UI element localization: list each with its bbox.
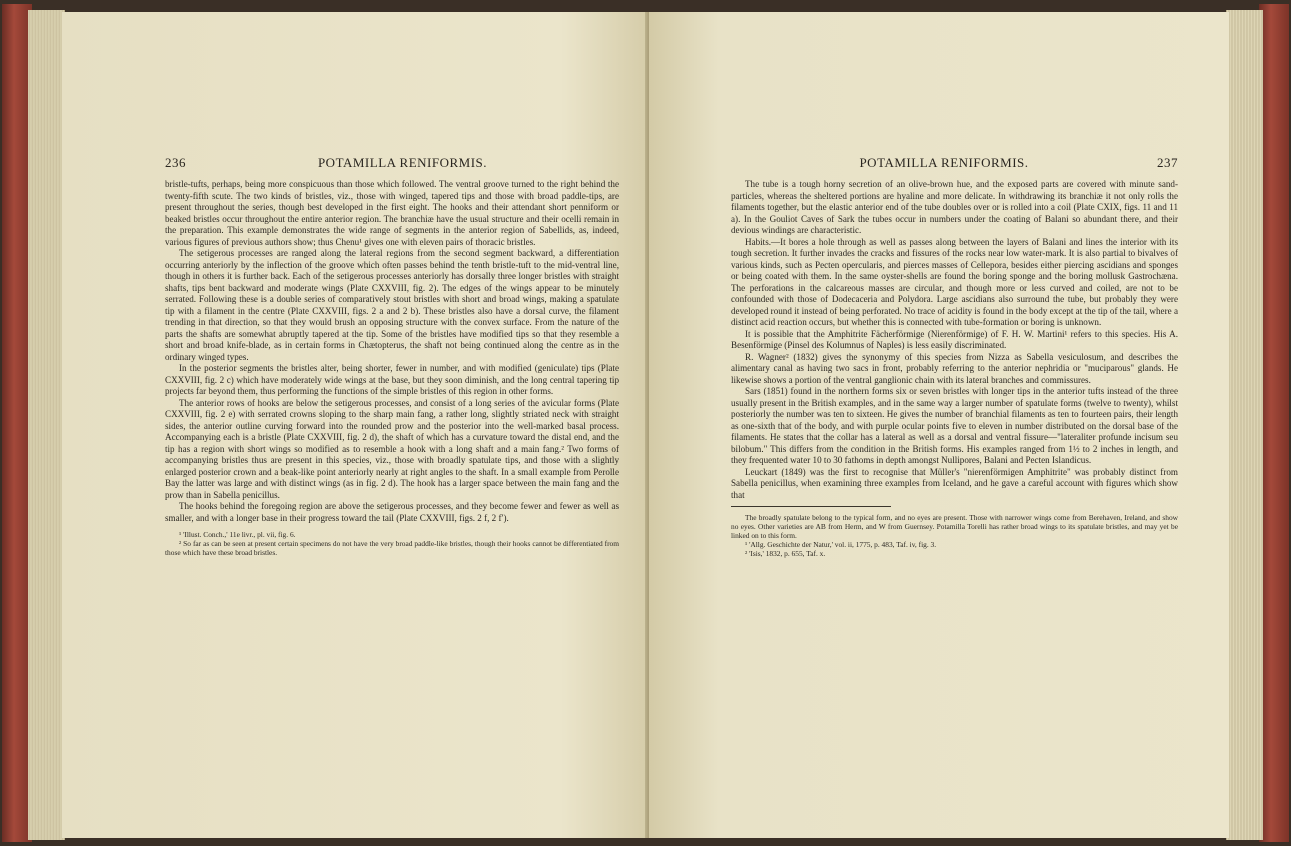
right-page-number: 237: [1157, 155, 1178, 170]
left-page-number: 236: [165, 155, 186, 170]
right-page: [649, 12, 1229, 838]
footnote-rule: [731, 506, 891, 507]
right-running-title: POTAMILLA RENIFORMIS.: [859, 155, 1029, 170]
right-footnote-1: ¹ 'Allg. Geschichte der Natur,' vol. ii, 1775, p. 483, Taf. iv, fig. 3.: [745, 540, 937, 549]
right-paragraph-3: It is possible that the Amphitrite Fächerförmige (Nierenförmige) of F. H. W. Martini¹ refers to this species. His A. Besenförmige (Pinsel des Kolumnus of Naples) is less easily discriminated.: [731, 328, 1178, 350]
left-body-text: [165, 179, 619, 524]
left-footnotes: [165, 530, 619, 557]
left-paragraph-4: The anterior rows of hooks are below the setigerous processes, and consist of a long series of the avicular forms (Plate CXXVIII, fig. 2 e) with serrated crowns sloping to the sharp main fang, a rather long, slightly striated neck with straight sides, the anterior outline curving forward into the rounded prow and the posterior into the well-marked basal process. Accompanying each is a bristle (Plate CXXVIII, fig. 2 d), the shaft of which has a curvature toward the distal end, and the tip has a region with short wings so modified as to resemble a hook with a long shaft and a main fang.² Two forms of accompanying bristles thus are present in this species, viz., those with broadly spatulate tips, and those with a slightly enlarged posterior crown and a beak-like point anteriorly nearly at right angles to the shaft. In a small example from Perolle Bay the latter was large and with distinct wings (as in fig. 2 d). The hook has a larger space between the main fang and the prow than in Sabella penicillus.: [165, 397, 619, 500]
left-page-header: [165, 155, 619, 173]
right-paragraph-2: Habits.—It bores a hole through as well as passes along between the layers of Balani and lines the interior with its tough secretion. It further invades the cracks and fissures of the rocks near low water-mark. It is also partial to bivalves of various kinds, such as Pecten opercularis, and pierces masses of Cellepora, besides either piercing ascidians and sponges or being coated with them. In the same oyster-shells are found the boring sponge and the boring mollusk Gastrochæna. The perforations in the calcareous masses are circular, and though more or less curved and coiled, are not to be confounded with those of Dodecaceria and Polydora. Large ascidians also surround the tube, but probably they were developed round it instead of being perforated. No trace of acidity is found in the body except at the tip of the tail, where a distinct acid reaction occurs, but whether this is connected with tube-formation or boring is unknown.: [731, 236, 1178, 327]
left-page: [62, 12, 649, 838]
page-stack-right: [1226, 10, 1263, 840]
right-footnotes: [731, 513, 1178, 558]
right-footnote-continued: The broadly spatulate belong to the typical form, and no eyes are present. Those with narrower wings come from Berehaven, Ireland, and show no eyes. Other varieties are AB from Herm, and W from Guernsey. Potamilla Torelli has rather broad wings to its spatulate bristles, and may yet be linked on to this form.: [731, 513, 1178, 540]
left-paragraph-2: The setigerous processes are ranged along the lateral regions from the second segment backward, a differentiation occurring anteriorly by the inflection of the groove which often passes behind the tenth bristle-tuft to the mid-ventral line, though in others it is further back. Each of the setigerous processes anteriorly has dorsally three longer bristles with straight shafts, tips bent backward and moderate wings (Plate CXXVIII, fig. 2). The edges of the wings appear to be minutely serrated. Following these is a double series of comparatively stout bristles with short and broad wings, making a spatulate tip with a filament in the centre (Plate CXXVIII, figs. 2 a and 2 b). These bristles also have a dorsal curve, the filament trending in that direction, so that they would brush an opposing structure with the convex surface. From the nature of the parts the shafts are somewhat abruptly tapered at the tip. Some of the bristles have modified tips so that they resemble a short and broad knife-blade, as in certain forms in Chætopterus, the shaft not being continued along the centre as in the ordinary winged types.: [165, 248, 619, 362]
right-paragraph-6: Leuckart (1849) was the first to recognise that Müller's "nierenförmigen Amphitrite" was probably distinct from Sabella penicillus, when examining three examples from Iceland, and he gave a careful account with figures which show that: [731, 466, 1178, 500]
left-footnote-2: ² So far as can be seen at present certain specimens do not have the very broad paddle-like bristles, though their hooks cannot be differentiated from those which have these broad bristles.: [165, 539, 619, 557]
left-running-title: POTAMILLA RENIFORMIS.: [317, 155, 488, 170]
left-footnote-1: ¹ 'Illust. Conch.,' 11e livr., pl. vii, fig. 6.: [179, 530, 296, 539]
left-paragraph-1: bristle-tufts, perhaps, being more conspicuous than those which followed. The ventral groove turned to the right behind the twenty-fifth scute. The two kinds of bristles, viz., those with winged, tapered tips and those with broad paddle-tips, are present throughout the series, though best developed in the first eight. The hooks and their attendant short penniform or beaked bristles occur throughout the entire anterior region. The branchiæ have the usual structure and their ocelli remain in the preparation. This example demonstrates the wide range of segments in the anterior region of Sabellids, as, indeed, various figures of previous authors show; thus Chenu¹ gives one with eleven pairs of thoracic bristles.: [165, 179, 619, 247]
right-body-text: [731, 179, 1178, 501]
right-paragraph-5: Sars (1851) found in the northern forms six or seven bristles with longer tips in the anterior tufts instead of the three usually present in the British examples, and in the same way a larger number of spatulate forms (twelve to twenty), whilst posteriorly the number was ten to sixteen. He gives the number of branchial filaments as ten to fourteen pairs, their length as one-sixth that of the body, and with purple ocular points five to eleven in number distributed on the dorsal base of the filaments. He states that the collar has a lateral as well as a dorsal and ventral fissure—"lateraliter profunde incisum seu bilobum." This differs from the condition in the British forms. His examples ranged from 1½ to 2 inches in length, and they frequented water 10 to 30 fathoms in depth amongst Nullipores, Balani and Pecten Islandicus.: [731, 386, 1178, 465]
left-paragraph-3: In the posterior segments the bristles alter, being shorter, fewer in number, and with modified (geniculate) tips (Plate CXXVIII, fig. 2 c) which have moderately wide wings at the base, but they soon diminish, and the long central tapering tip projects far beyond them, thus performing the functions of the simple bristles of this region in other forms.: [165, 363, 619, 396]
right-paragraph-1: The tube is a tough horny secretion of an olive-brown hue, and the exposed parts are covered with minute sand-particles, whereas the sheltered portions are hyaline and more delicate. In withdrawing its branchiæ it not only rolls the filaments together, but the elastic anterior end of the tube doubles over or is rolled into a coil (Plate CXIX, figs. 11 and 11 a). In the Gouliot Caves of Sark the tubes occur in numbers under the coating of Balani so abundant there, and their devious windings are characteristic.: [731, 179, 1178, 235]
right-paragraph-4: R. Wagner² (1832) gives the synonymy of this species from Nizza as Sabella vesiculosum, and describes the alimentary canal as having two sacs in front, probably referring to the anterior nephridia or "muciparous" glands. He likewise shows a portion of the ventral ganglionic chain with its lateral branches and commissures.: [731, 351, 1178, 385]
book-cover-right-edge: [1259, 4, 1289, 842]
right-footnote-2: ² 'Isis,' 1832, p. 655, Taf. x.: [745, 549, 826, 558]
left-paragraph-5: The hooks behind the foregoing region are above the setigerous processes, and they become fewer and fewer as well as smaller, and with a longer base in their progress toward the tail (Plate CXXVIII, figs. 2 f, 2 f′).: [165, 501, 619, 523]
page-stack-left: [28, 10, 65, 840]
right-page-header: [731, 155, 1178, 173]
